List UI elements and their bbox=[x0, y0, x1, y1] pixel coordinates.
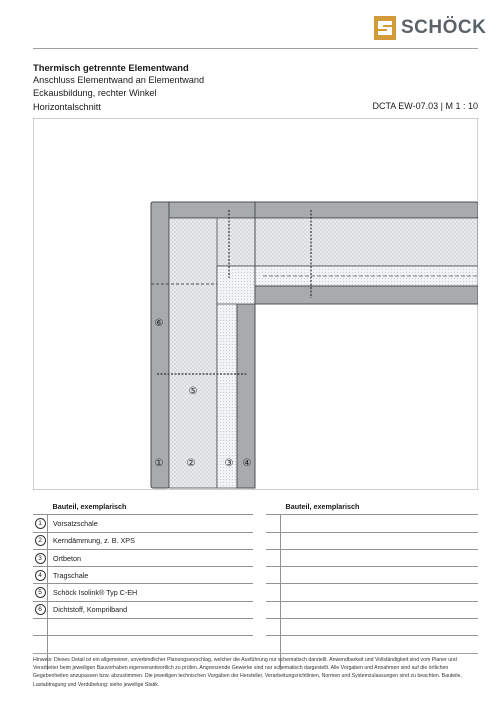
parts-table-right bbox=[266, 498, 478, 670]
callout-4: ④ bbox=[242, 458, 252, 469]
header-rule bbox=[33, 48, 478, 49]
row-number: 4 bbox=[35, 570, 46, 581]
row-number: 5 bbox=[35, 587, 46, 598]
table-row bbox=[266, 601, 478, 618]
detail-reference: DCTA EW-07.03 | M 1 : 10 bbox=[372, 101, 478, 111]
callout-3: ③ bbox=[224, 458, 234, 469]
table-row bbox=[266, 515, 478, 532]
table-row bbox=[266, 619, 478, 636]
parts-table-left bbox=[33, 498, 253, 670]
subtitle-connection: Anschluss Elementwand an Elementwand bbox=[33, 75, 205, 85]
row-number: 1 bbox=[35, 518, 46, 529]
brand-name: SCHÖCK bbox=[401, 17, 487, 38]
row-text: Kerndämmung, z. B. XPS bbox=[48, 532, 254, 549]
footer-rule bbox=[33, 653, 478, 654]
detail-drawing bbox=[33, 118, 478, 490]
table-heading-right: Bauteil, exemplarisch bbox=[285, 501, 360, 511]
table-row bbox=[266, 549, 478, 566]
callout-5: ⑤ bbox=[188, 386, 198, 397]
table-row bbox=[33, 601, 253, 618]
subtitle-section: Horizontalschnitt bbox=[33, 102, 101, 112]
row-text: Schöck Isolink® Typ C-EH bbox=[48, 584, 254, 601]
schoeck-logo bbox=[374, 16, 487, 42]
callout-6: ⑥ bbox=[154, 318, 164, 329]
table-row bbox=[33, 619, 253, 636]
callout-1: ① bbox=[154, 458, 164, 469]
row-number: 6 bbox=[35, 604, 46, 615]
schoeck-logo-icon bbox=[374, 16, 396, 40]
row-text: Dichtstoff, Komprilband bbox=[48, 601, 254, 618]
disclaimer-note: Hinweis: Dieses Detail ist ein allgemeiner, unverbindlicher Planungsvorschlag, welcher die Ausführung nur schematisch darstellt. Anwendbarkeit und Vollständigkeit sind vom Planer und Verarbeiter beim jeweiligen Bauvorhaben eigenverantwortlich zu prüfen. Angrenzende Gewerke sind nur schematisch dargestellt. Alle Vorgaben und Annahmen sind auf die örtlichen Gegebenheiten anzupassen bzw. abzustimmen. Die jeweiligen technischen Vorgaben der Hersteller, Verarbeitungsrichtlinien, Normen und Systemzulassungen sind zu beachten. Bauteile, Lastabtragung und Verdübelung: siehe jeweilige Statik. bbox=[33, 657, 462, 688]
callout-2: ② bbox=[186, 458, 196, 469]
table-row bbox=[33, 636, 253, 653]
table-row bbox=[266, 532, 478, 549]
table-row bbox=[33, 549, 253, 566]
table-heading-left: Bauteil, exemplarisch bbox=[52, 501, 127, 511]
table-row bbox=[266, 567, 478, 584]
subtitle-corner: Eckausbildung, rechter Winkel bbox=[33, 88, 157, 98]
table-row bbox=[33, 584, 253, 601]
table-row bbox=[266, 636, 478, 653]
row-number: 2 bbox=[35, 535, 46, 546]
table-header bbox=[33, 498, 253, 515]
page-title: Thermisch getrennte Elementwand bbox=[33, 62, 189, 73]
row-text: Tragschale bbox=[48, 567, 254, 584]
table-row bbox=[33, 567, 253, 584]
table-row bbox=[33, 515, 253, 532]
table-row bbox=[33, 532, 253, 549]
row-number: 3 bbox=[35, 553, 46, 564]
table-header bbox=[266, 498, 478, 515]
row-text: Vorsatzschale bbox=[48, 515, 254, 532]
table-row bbox=[266, 584, 478, 601]
row-text: Ortbeton bbox=[48, 549, 254, 566]
